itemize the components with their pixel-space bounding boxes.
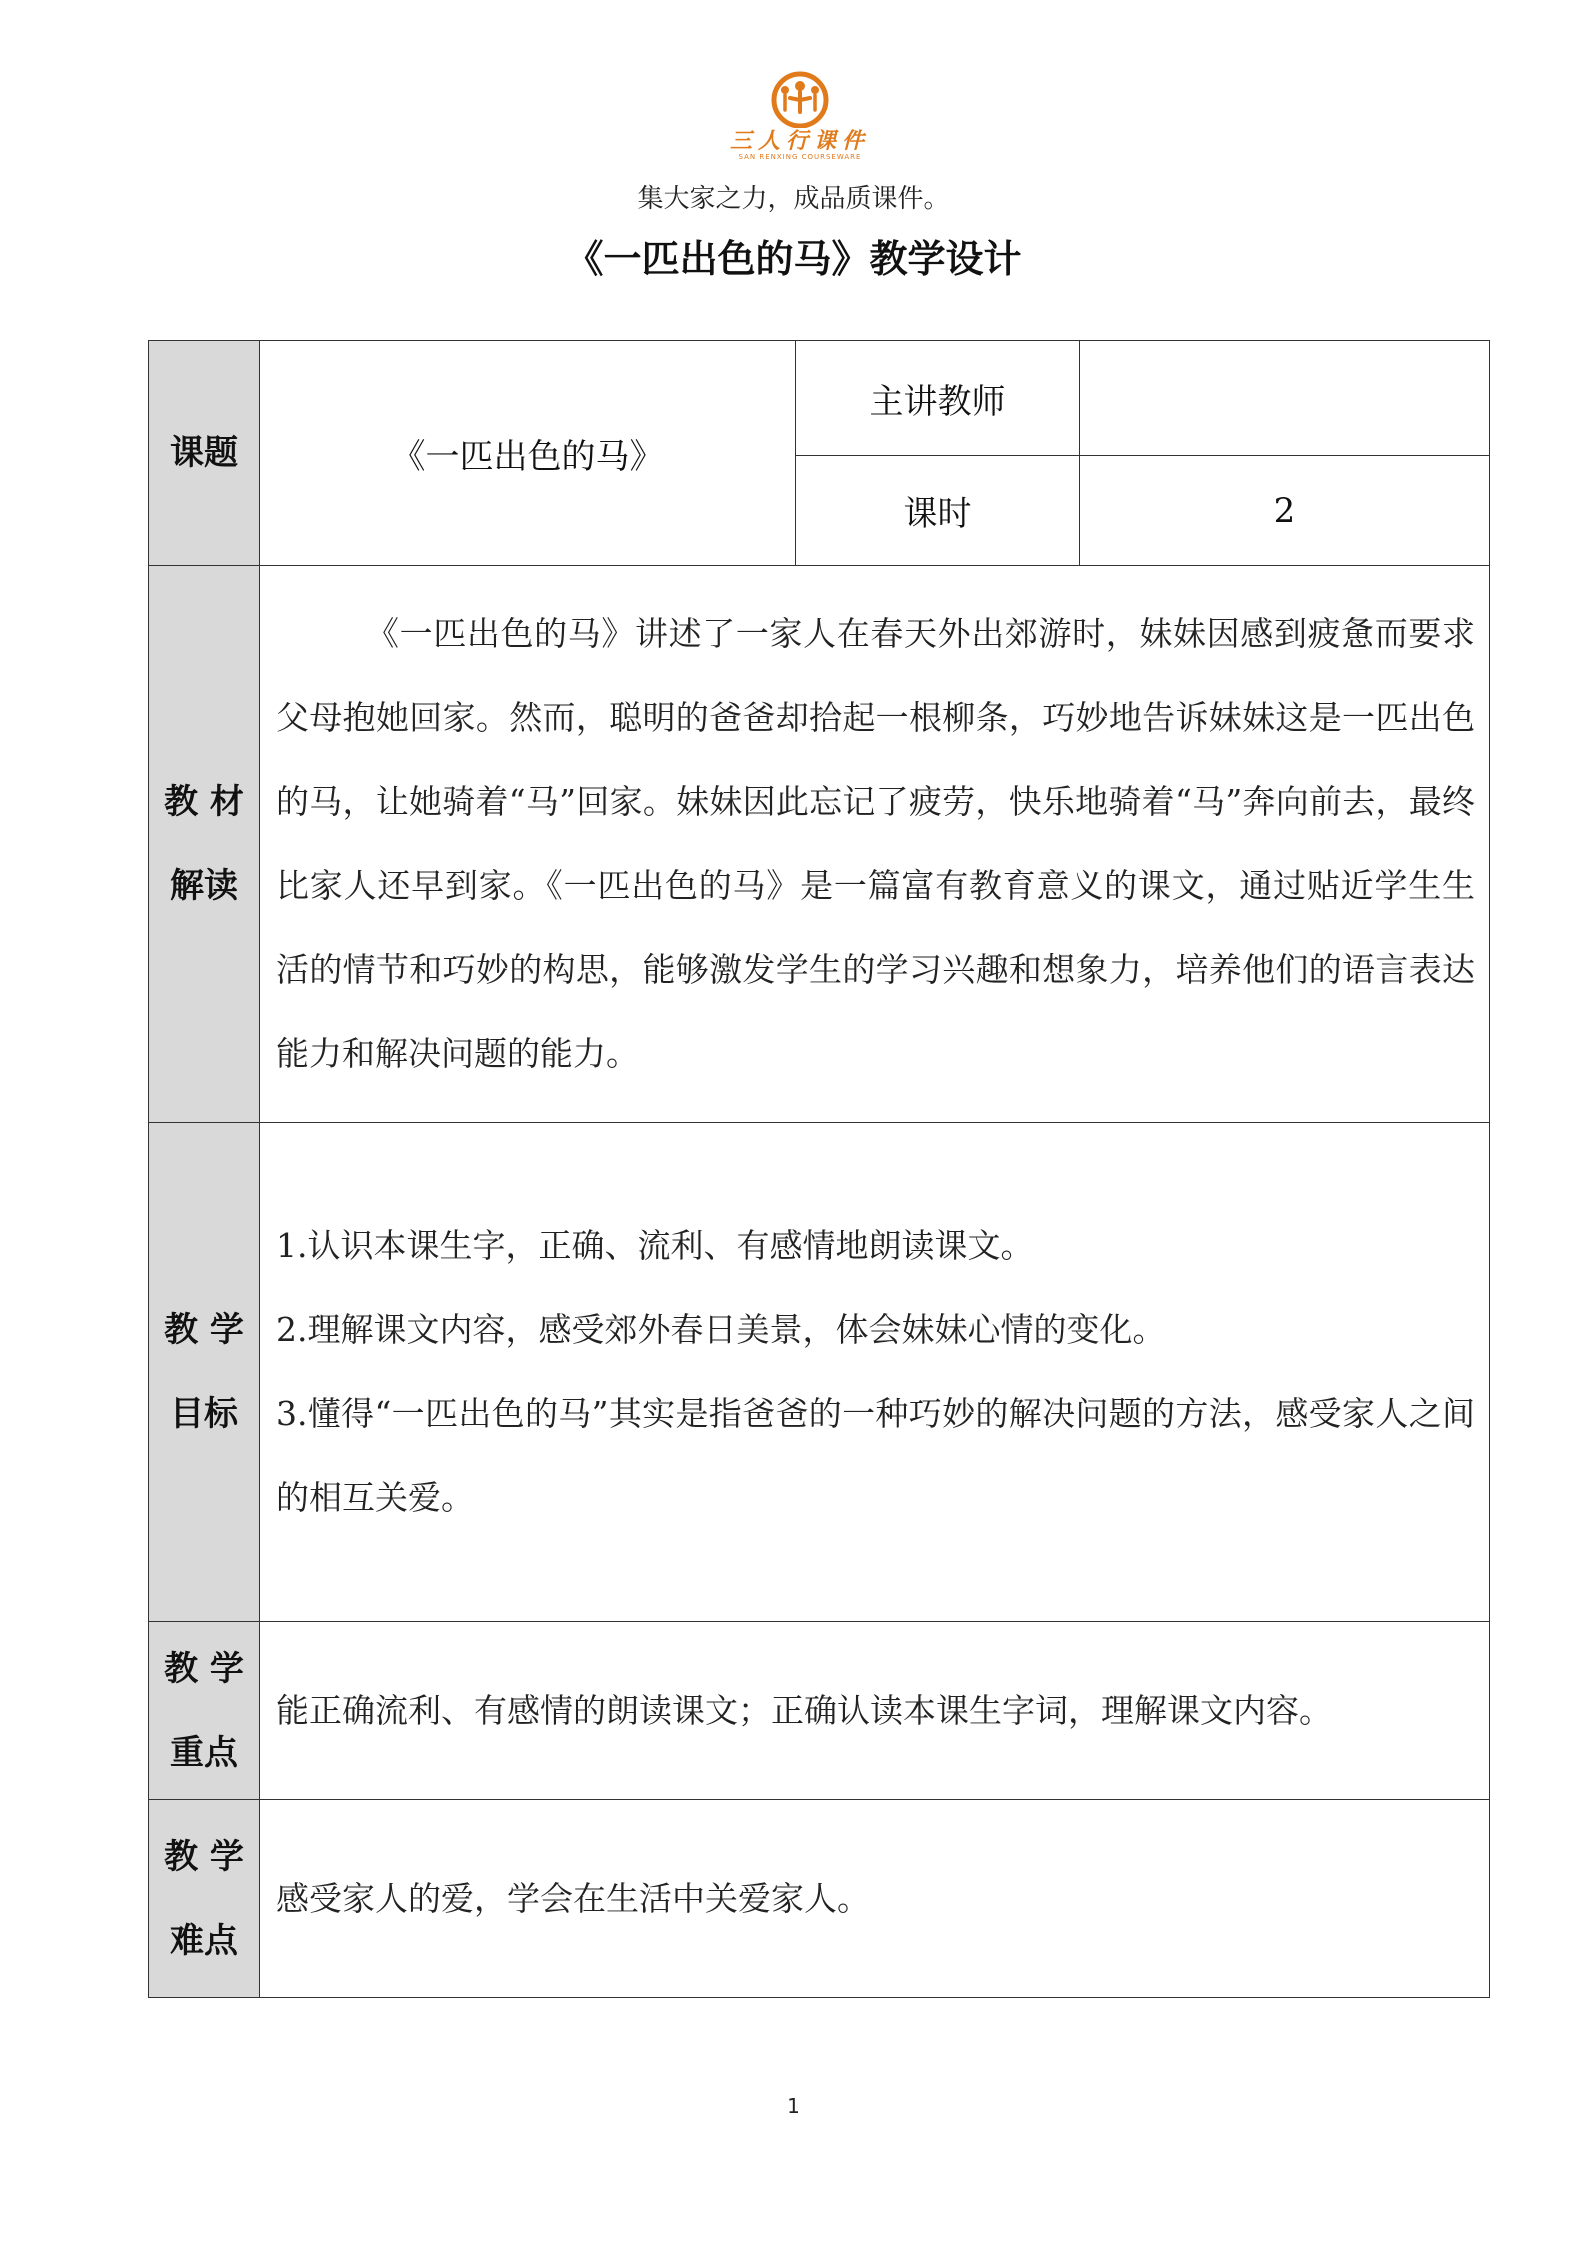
analysis-cell [260,566,1490,1123]
page-number: 1 [787,2094,800,2118]
analysis-text: 《一匹出色的马》讲述了一家人在春天外出郊游时，妹妹因感到疲惫而要求父母抱她回家。然而，聪明的爸爸却拾起一根柳条，巧妙地告诉妹妹这是一匹出色的马，让她骑着“马”回家。妹妹因此忘记了疲劳，快乐地骑着“马”奔向前去，最终比家人还早到家。《一匹出色的马》是一篇富有教育意义的课文，通过贴近学生生活的情节和巧妙的构思，能够激发学生的学习兴趣和想象力，培养他们的语言表达能力和解决问题的能力。 [276,614,1475,1073]
brand-logo [720,70,880,180]
lesson-plan-table [148,340,1490,1998]
logo-english-text: SAN RENXING COURSEWARE [738,153,862,161]
key-points-text: 能正确流利、有感情的朗读课文；正确认读本课生字词，理解课文内容。 [276,1690,1332,1730]
slogan: 集大家之力，成品质课件。 [637,184,950,214]
logo-people-icon [765,70,835,128]
logo-chinese-text: 三人行课件 [729,128,870,154]
hours-value: 2 [1080,456,1490,566]
difficulty-cell [260,1800,1490,1998]
teacher-value [1080,341,1490,456]
goals-list [260,1204,1489,1540]
goals-label: 教 学 目标 [149,1123,260,1622]
goals-cell [260,1123,1490,1622]
difficulty-text: 感受家人的爱，学会在生活中关爱家人。 [276,1878,870,1918]
difficulty-label: 教 学 难点 [149,1800,260,1998]
key-points-cell [260,1622,1490,1800]
key-points-label: 教 学 重点 [149,1622,260,1800]
teacher-label: 主讲教师 [796,341,1080,456]
goal-item-3: 3.懂得“一匹出色的马”其实是指爸爸的一种巧妙的解决问题的方法，感受家人之间的相互关爱。 [276,1394,1475,1517]
goal-item-1: 1.认识本课生字，正确、流利、有感情地朗读课文。 [276,1226,1034,1265]
topic-value: 《一匹出色的马》 [260,341,796,566]
topic-label: 课题 [149,341,260,566]
document-title: 《一匹出色的马》教学设计 [565,236,1022,281]
analysis-label: 教 材 解读 [149,566,260,1123]
hours-label: 课时 [796,456,1080,566]
goal-item-2: 2.理解课文内容，感受郊外春日美景，体会妹妹心情的变化。 [276,1310,1166,1349]
